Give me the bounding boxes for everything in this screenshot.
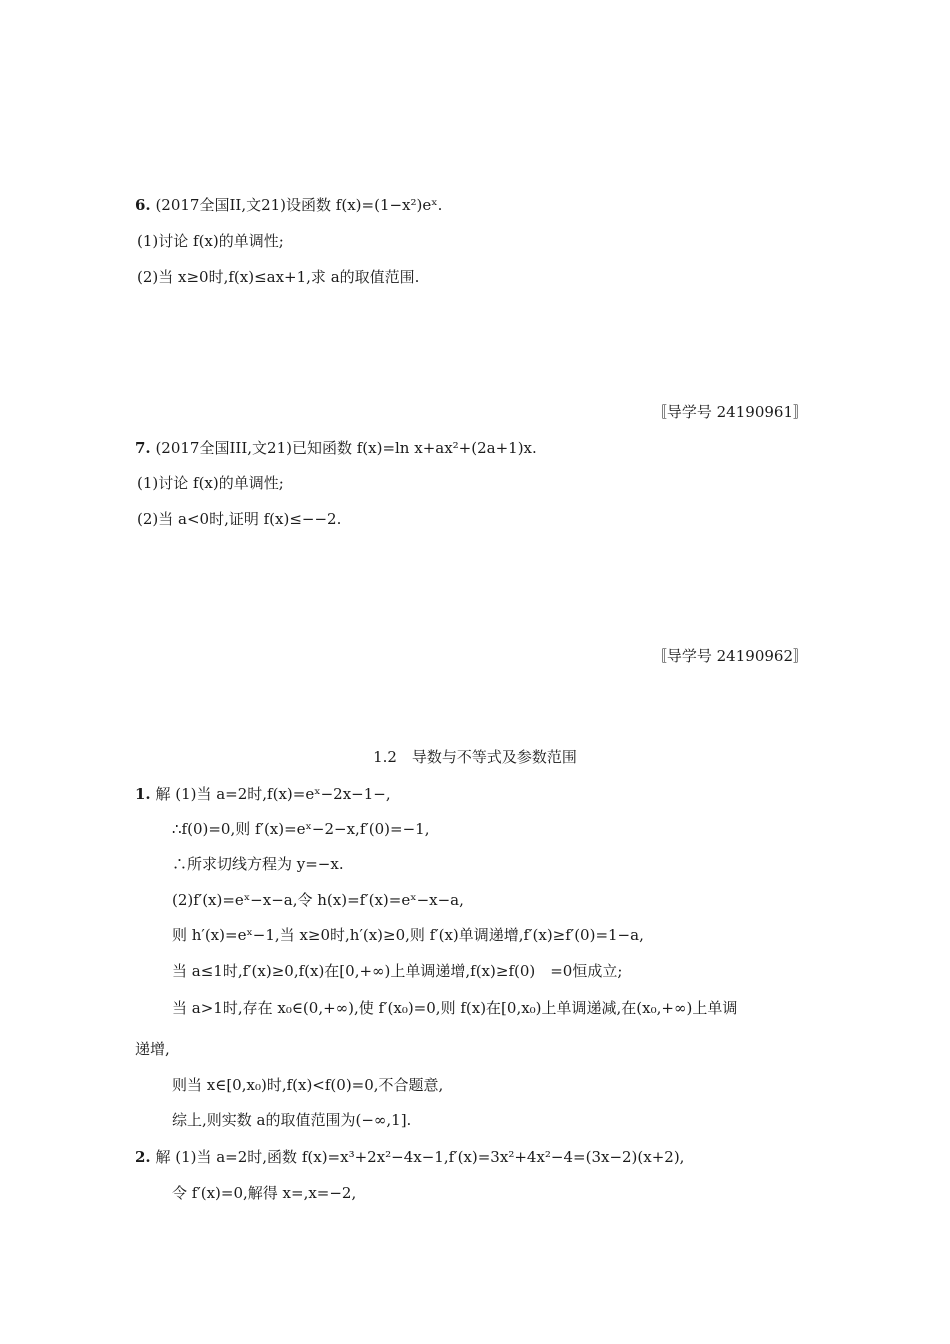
answer-1-line-10: 综上,则实数 a的取值范围为(−∞,1]. bbox=[172, 1111, 412, 1129]
problem-7-reference: 〚导学号 24190962〛 bbox=[651, 647, 808, 665]
answer-1-line-6: 当 a≤1时,f′(x)≥0,f(x)在[0,+∞)上单调递增,f(x)≥f(0) =0恒成立; bbox=[172, 962, 623, 980]
problem-7-part-1: (1)讨论 f(x)的单调性; bbox=[137, 474, 284, 492]
answer-1-line-7: 当 a>1时,存在 x₀∈(0,+∞),使 f′(x₀)=0,则 f(x)在[0,x₀)上单调递减,在(x₀,+∞)上单调 bbox=[172, 999, 738, 1017]
problem-6-reference: 〚导学号 24190961〛 bbox=[651, 403, 808, 421]
answer-2-number: 2. bbox=[135, 1148, 151, 1166]
answer-2-line-2: 令 f′(x)=0,解得 x=,x=−2, bbox=[172, 1184, 357, 1202]
answer-1-text: 解 (1)当 a=2时,f(x)=eˣ−2x−1−, bbox=[155, 785, 391, 803]
problem-7-number: 7. bbox=[135, 439, 151, 457]
answer-2-line-1 bbox=[135, 1147, 684, 1167]
problem-6-part-2: (2)当 x≥0时,f(x)≤ax+1,求 a的取值范围. bbox=[137, 268, 420, 286]
problem-7-stem bbox=[135, 438, 537, 458]
answer-1-line-4: (2)f′(x)=eˣ−x−a,令 h(x)=f′(x)=eˣ−x−a, bbox=[172, 891, 464, 909]
answer-1-line-2: ∴f(0)=0,则 f′(x)=eˣ−2−x,f′(0)=−1, bbox=[172, 820, 430, 838]
answer-1-line-9: 则当 x∈[0,x₀)时,f(x)<f(0)=0,不合题意, bbox=[172, 1076, 444, 1094]
answer-1-line-8: 递增, bbox=[135, 1040, 170, 1058]
problem-6-stem-text: (2017全国II,文21)设函数 f(x)=(1−x²)eˣ. bbox=[155, 196, 443, 214]
answer-2-text: 解 (1)当 a=2时,函数 f(x)=x³+2x²−4x−1,f′(x)=3x²+4x²−4=(3x−2)(x+2), bbox=[155, 1148, 685, 1166]
problem-6-stem bbox=[135, 195, 442, 215]
problem-7-part-2: (2)当 a<0时,证明 f(x)≤−−2. bbox=[137, 510, 342, 528]
answer-1-line-5: 则 h′(x)=eˣ−1,当 x≥0时,h′(x)≥0,则 f′(x)单调递增,f′(x)≥f′(0)=1−a, bbox=[172, 926, 644, 944]
problem-6-number: 6. bbox=[135, 196, 151, 214]
answer-1-line-3: ∴所求切线方程为 y=−x. bbox=[172, 855, 344, 873]
answer-1-line-1 bbox=[135, 784, 391, 804]
problem-6-part-1: (1)讨论 f(x)的单调性; bbox=[137, 232, 284, 250]
answer-1-number: 1. bbox=[135, 785, 151, 803]
problem-7-stem-text: (2017全国III,文21)已知函数 f(x)=ln x+ax²+(2a+1)x. bbox=[155, 439, 537, 457]
section-title: 1.2 导数与不等式及参数范围 bbox=[373, 748, 577, 766]
